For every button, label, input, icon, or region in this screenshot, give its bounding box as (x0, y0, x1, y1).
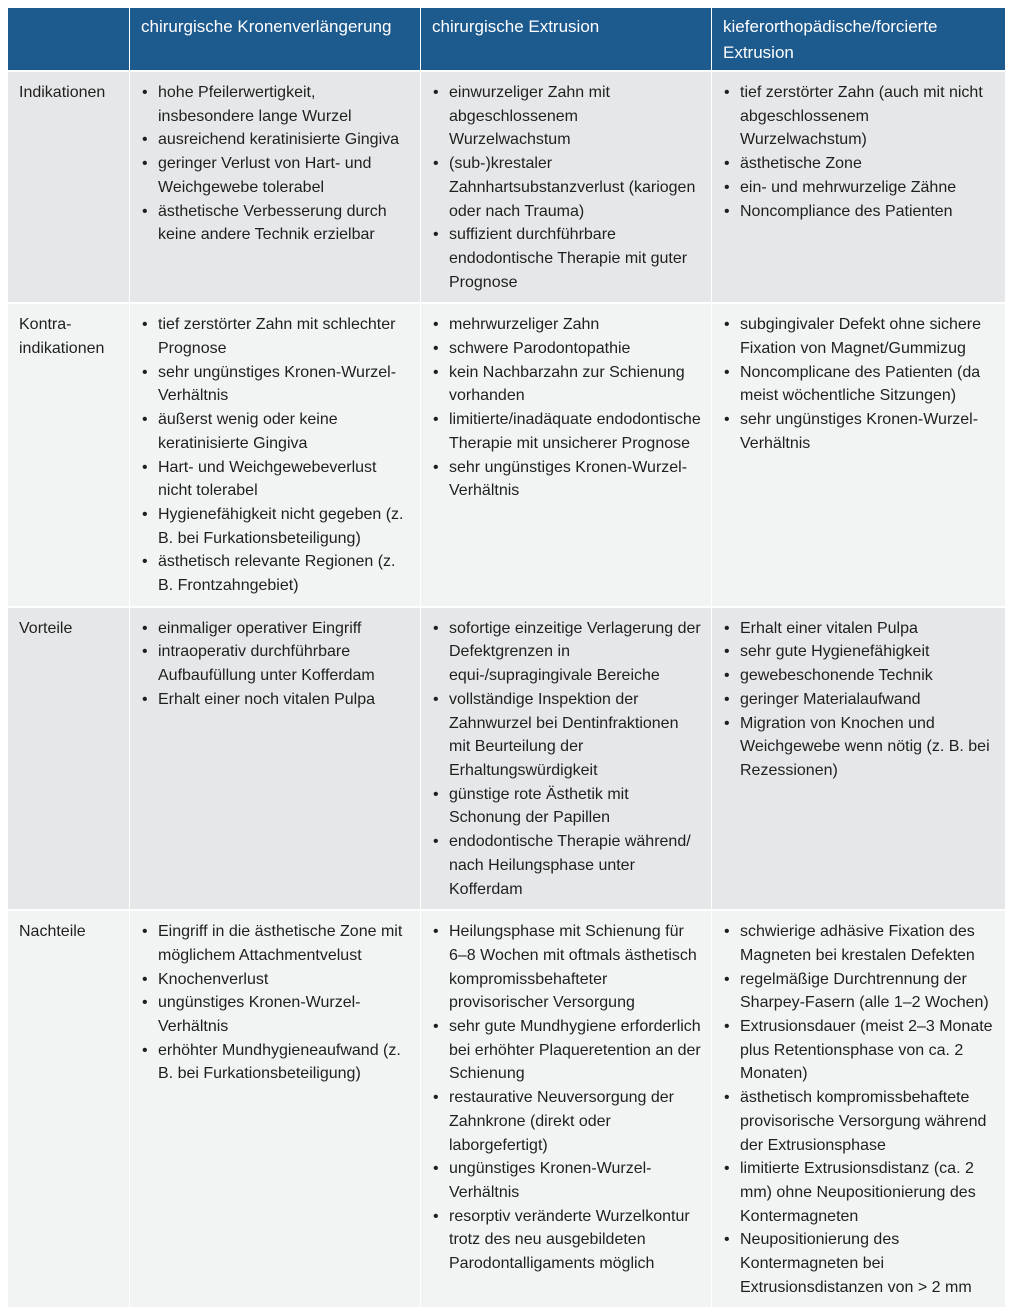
list-item: • sehr ungünstiges Kronen-Wurzel-Verhältnis (722, 408, 997, 455)
list-item: • sehr gute Mundhygiene erforderlich bei erhöhter Plaqueretention an der Schienung (431, 1015, 703, 1086)
list-item: • ästhetisch kompromissbehaftete provisorische Versorgung während der Extrusionsphase (722, 1086, 997, 1157)
bullet-list (140, 617, 412, 712)
list-item: • geringer Verlust von Hart- und Weichgewebe tolerabel (140, 152, 412, 199)
cell-col1 (130, 909, 421, 1307)
bullet-list (431, 81, 703, 294)
list-item: • resorptiv veränderte Wurzelkontur trotz des neu ausgebildeten Parodontalligaments möglich (431, 1205, 703, 1276)
bullet-list (431, 313, 703, 503)
bullet-list (140, 81, 412, 247)
bullet-list (140, 313, 412, 597)
cell-col1 (130, 70, 421, 302)
list-item: • ästhetisch relevante Regionen (z. B. Frontzahngebiet) (140, 550, 412, 597)
bullet-list (722, 920, 997, 1299)
list-item: • Knochenverlust (140, 968, 412, 992)
list-item: • gewebeschonende Technik (722, 664, 997, 688)
list-item: • limitierte/inadäquate endodontische Therapie mit unsicherer Prognose (431, 408, 703, 455)
list-item: • Heilungsphase mit Schienung für 6–8 Wochen mit oftmals ästhetisch kompromissbehafteter provisorischer Versorgung (431, 920, 703, 1015)
row-label: Nachteile (8, 909, 130, 1307)
list-item: • ungünstiges Kronen-Wurzel-Verhältnis (431, 1157, 703, 1204)
cell-col1 (130, 302, 421, 605)
bullet-list (722, 313, 997, 455)
list-item: • suffizient durchführbare endodontische Therapie mit guter Prognose (431, 223, 703, 294)
cell-col2 (421, 909, 712, 1307)
table-row-nachteile (8, 909, 1005, 1307)
list-item: • Erhalt einer vitalen Pulpa (722, 617, 997, 641)
list-item: • günstige rote Ästhetik mit Schonung der Papillen (431, 783, 703, 830)
list-item: • Eingriff in die ästhetische Zone mit möglichem Attachmentvelust (140, 920, 412, 967)
list-item: • (sub-)krestaler Zahnhartsubstanzverlust (kariogen oder nach Trauma) (431, 152, 703, 223)
cell-col3 (712, 909, 1005, 1307)
list-item: • sehr ungünstiges Kronen-Wurzel-Verhältnis (140, 361, 412, 408)
table-body (8, 70, 1005, 1307)
list-item: • subgingivaler Defekt ohne sichere Fixation von Magnet/Gummizug (722, 313, 997, 360)
list-item: • endodontische Therapie während/ nach Heilungsphase unter Kofferdam (431, 830, 703, 901)
table-row-vorteile (8, 606, 1005, 909)
table-row-indikationen (8, 70, 1005, 302)
list-item: • einmaliger operativer Eingriff (140, 617, 412, 641)
bullet-list (431, 920, 703, 1276)
row-label: Kontra- indikationen (8, 302, 130, 605)
list-item: • ästhetische Zone (722, 152, 997, 176)
bullet-list (431, 617, 703, 901)
cell-col2 (421, 70, 712, 302)
list-item: • einwurzeliger Zahn mit abgeschlossenem Wurzelwachstum (431, 81, 703, 152)
bullet-list (722, 81, 997, 223)
list-item: • kein Nachbarzahn zur Schienung vorhanden (431, 361, 703, 408)
header-chirurgische-kronenverlaengerung: chirurgische Kronenverlängerung (130, 8, 421, 70)
list-item: • äußerst wenig oder keine keratinisierte Gingiva (140, 408, 412, 455)
list-item: • ausreichend keratinisierte Gingiva (140, 128, 412, 152)
list-item: • intraoperativ durchführbare Aufbaufüllung unter Kofferdam (140, 640, 412, 687)
bullet-list (722, 617, 997, 783)
list-item: • geringer Materialaufwand (722, 688, 997, 712)
list-item: • mehrwurzeliger Zahn (431, 313, 703, 337)
list-item: • ein- und mehrwurzelige Zähne (722, 176, 997, 200)
comparison-table-container (8, 8, 1005, 1307)
list-item: • Hart- und Weichgewebeverlust nicht tolerabel (140, 456, 412, 503)
list-item: • tief zerstörter Zahn mit schlechter Prognose (140, 313, 412, 360)
row-label: Vorteile (8, 606, 130, 909)
list-item: • Hygienefähigkeit nicht gegeben (z. B. bei Furkationsbeteiligung) (140, 503, 412, 550)
list-item: • Migration von Knochen und Weichgewebe wenn nötig (z. B. bei Rezessionen) (722, 712, 997, 783)
list-item: • schwere Parodontopathie (431, 337, 703, 361)
bullet-list (140, 920, 412, 1086)
comparison-table (8, 8, 1005, 1307)
list-item: • Erhalt einer noch vitalen Pulpa (140, 688, 412, 712)
list-item: • vollständige Inspektion der Zahnwurzel bei Dentinfraktionen mit Beurteilung der Erhaltungswürdigkeit (431, 688, 703, 783)
list-item: • ungünstiges Kronen-Wurzel-Verhältnis (140, 991, 412, 1038)
list-item: • schwierige adhäsive Fixation des Magneten bei krestalen Defekten (722, 920, 997, 967)
list-item: • Noncomplicane des Patienten (da meist wöchentliche Sitzungen) (722, 361, 997, 408)
list-item: • regelmäßige Durchtrennung der Sharpey-Fasern (alle 1–2 Wochen) (722, 968, 997, 1015)
list-item: • hohe Pfeilerwertigkeit, insbesondere lange Wurzel (140, 81, 412, 128)
cell-col3 (712, 70, 1005, 302)
cell-col3 (712, 302, 1005, 605)
list-item: • ästhetische Verbesserung durch keine andere Technik erzielbar (140, 200, 412, 247)
list-item: • Neupositionierung des Kontermagneten bei Extrusionsdistanzen von > 2 mm (722, 1228, 997, 1299)
table-row-kontraindikationen (8, 302, 1005, 605)
list-item: • erhöhter Mundhygieneaufwand (z. B. bei Furkationsbeteiligung) (140, 1039, 412, 1086)
cell-col2 (421, 302, 712, 605)
cell-col3 (712, 606, 1005, 909)
row-label: Indikationen (8, 70, 130, 302)
list-item: • tief zerstörter Zahn (auch mit nicht abgeschlossenem Wurzelwachstum) (722, 81, 997, 152)
list-item: • sofortige einzeitige Verlagerung der Defektgrenzen in equi-/supragingivale Bereiche (431, 617, 703, 688)
cell-col2 (421, 606, 712, 909)
header-corner (8, 8, 130, 70)
cell-col1 (130, 606, 421, 909)
list-item: • sehr ungünstiges Kronen-Wurzel-Verhältnis (431, 456, 703, 503)
list-item: • sehr gute Hygienefähigkeit (722, 640, 997, 664)
header-kieferorthopaedische-extrusion: kieferorthopädische/forcierte Extrusion (712, 8, 1005, 70)
header-row (8, 8, 1005, 70)
header-chirurgische-extrusion: chirurgische Extrusion (421, 8, 712, 70)
list-item: • Noncompliance des Patienten (722, 200, 997, 224)
list-item: • limitierte Extrusionsdistanz (ca. 2 mm) ohne Neupositionierung des Kontermagneten (722, 1157, 997, 1228)
list-item: • restaurative Neuversorgung der Zahnkrone (direkt oder laborgefertigt) (431, 1086, 703, 1157)
list-item: • Extrusionsdauer (meist 2–3 Monate plus Retentionsphase von ca. 2 Monaten) (722, 1015, 997, 1086)
